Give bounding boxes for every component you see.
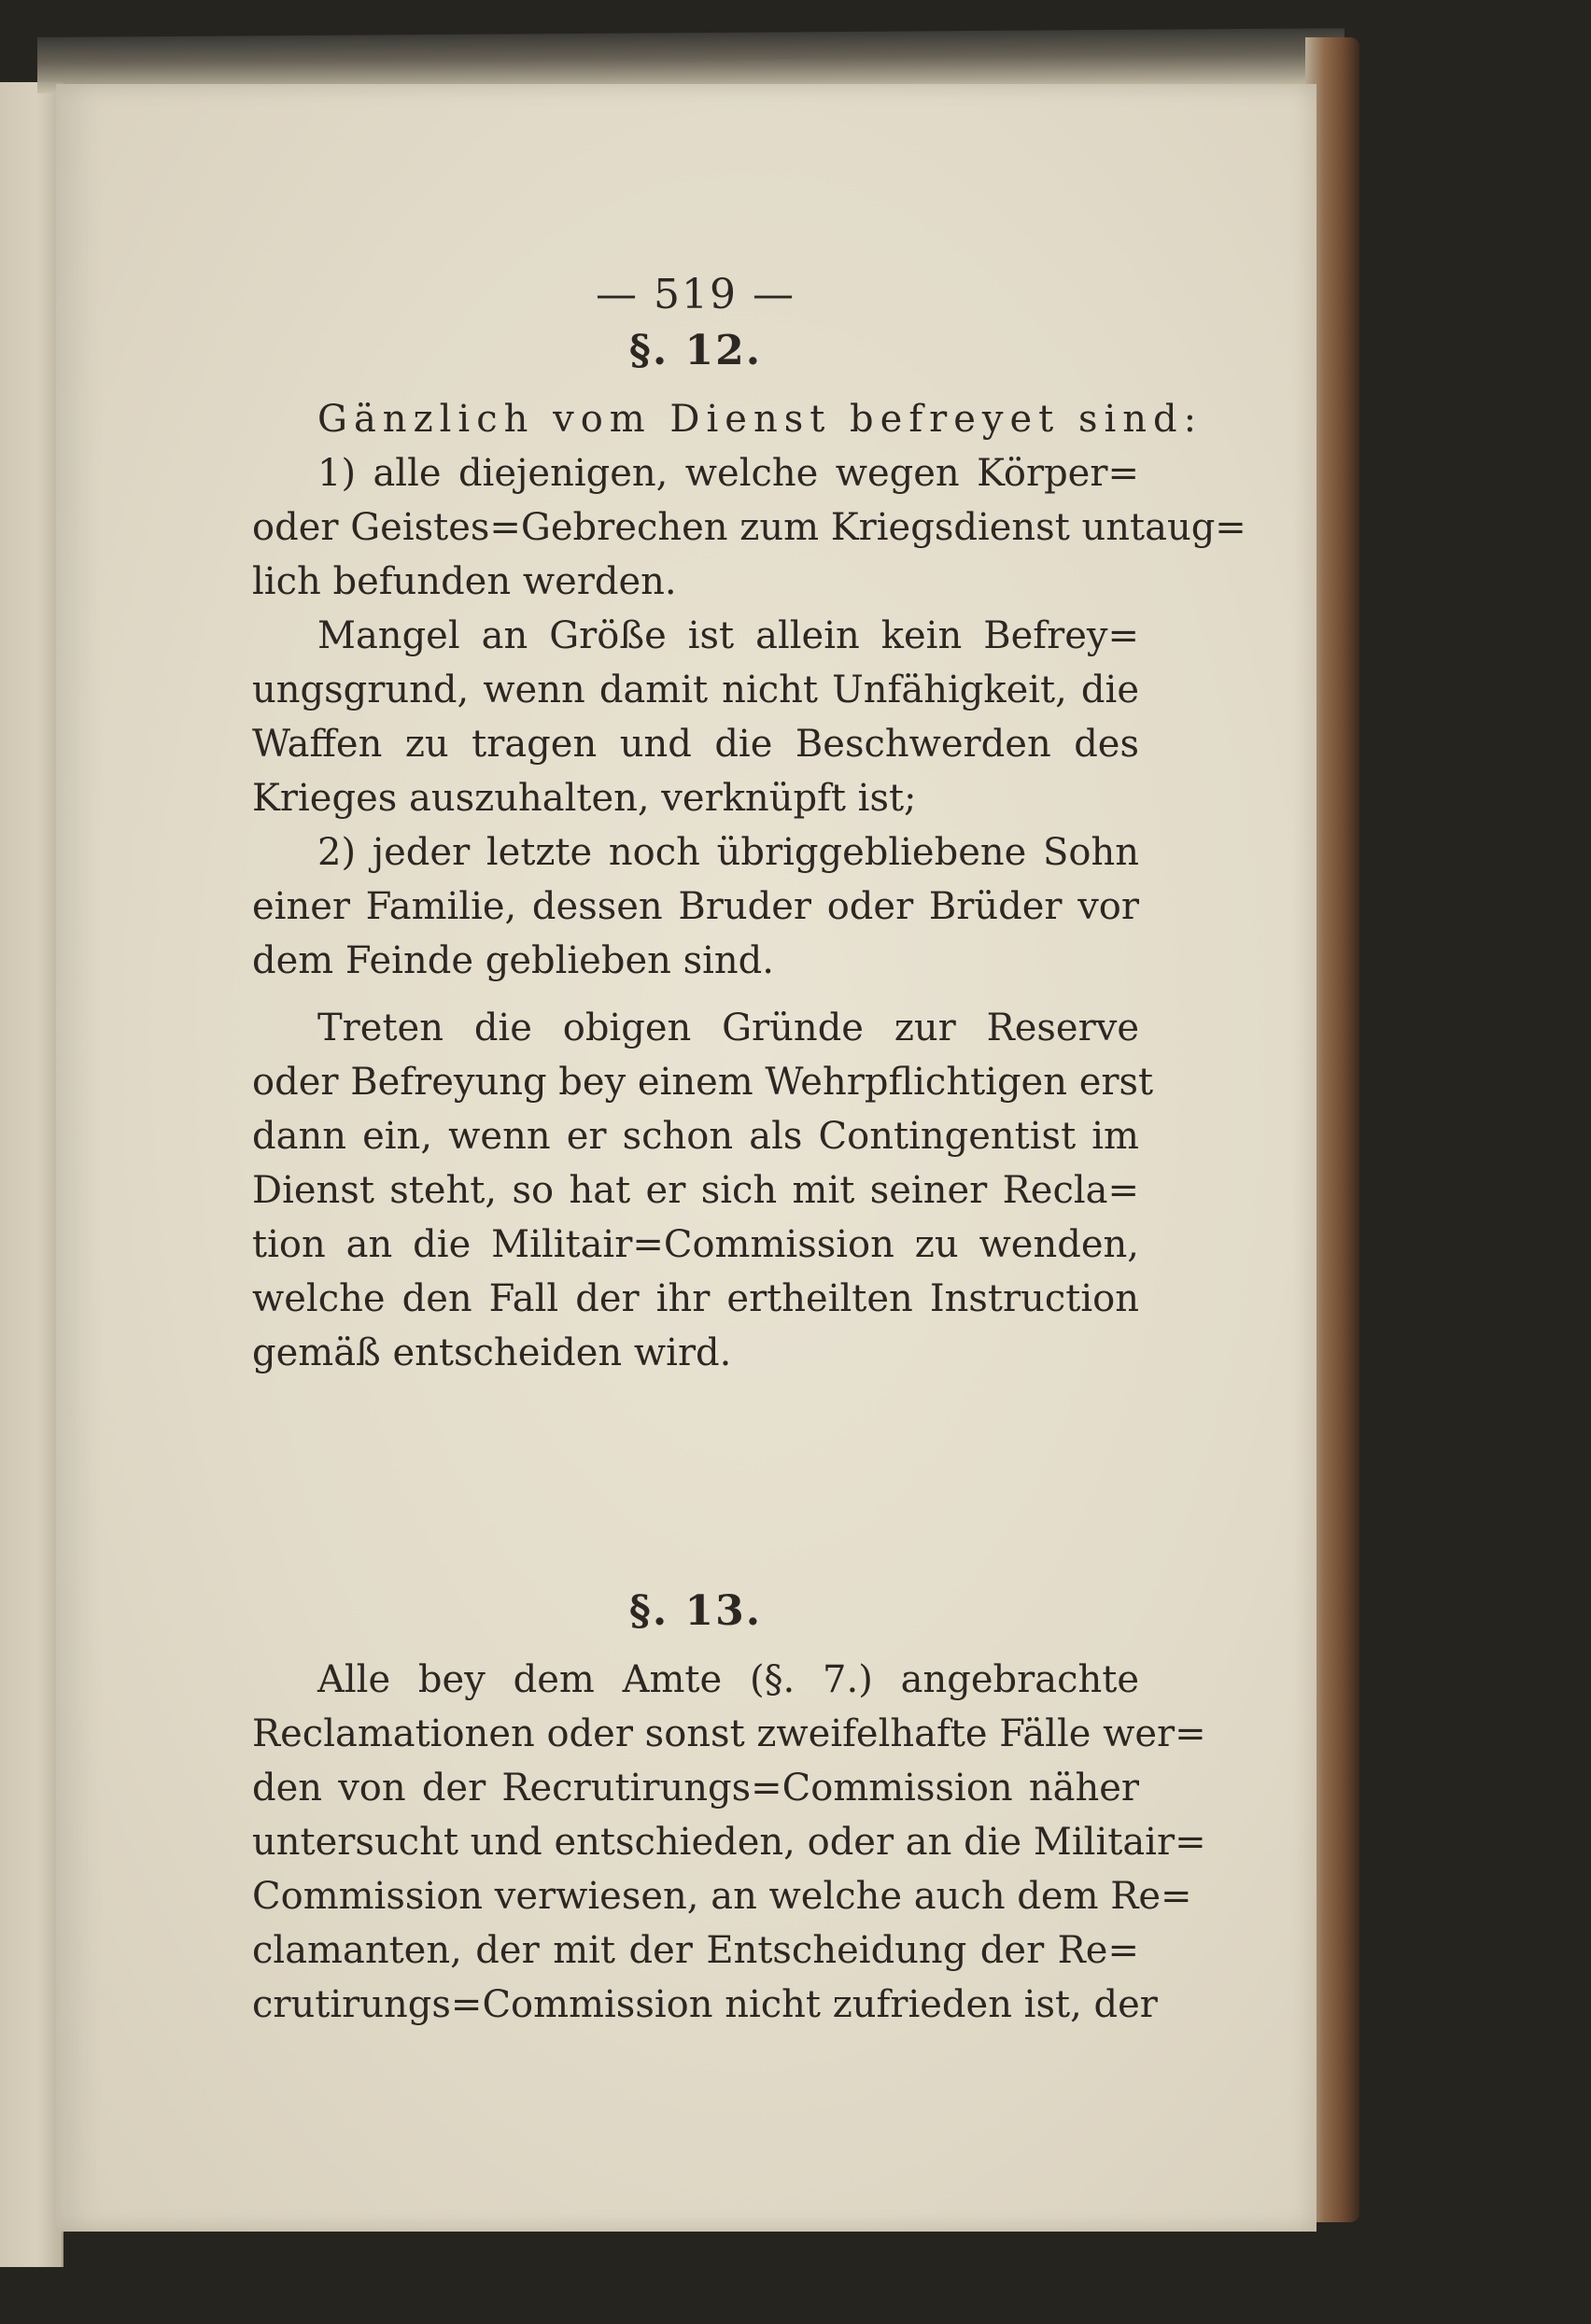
- text-line: lich befunden werden.: [252, 560, 677, 603]
- text-line: 2) jeder letzte noch übriggebliebene Sohn: [317, 831, 1139, 874]
- text-line: Waffen zu tragen und die Beschwerden des: [252, 723, 1139, 766]
- section-13-body: [252, 1653, 1206, 2032]
- text-line: Reclamationen oder sonst zweifelhafte Fälle wer=: [252, 1712, 1206, 1755]
- text-line: Treten die obigen Gründe zur Reserve: [317, 1007, 1139, 1049]
- book-page: [56, 84, 1316, 2232]
- text-line: clamanten, der mit der Entscheidung der Re=: [252, 1929, 1139, 1972]
- text-line: ungsgrund, wenn damit nicht Unfähigkeit, die: [252, 669, 1139, 711]
- text-line: Krieges auszuhalten, verknüpft ist;: [252, 777, 917, 820]
- text-line: oder Befreyung bey einem Wehrpflichtigen erst: [252, 1061, 1154, 1104]
- text-line: einer Familie, dessen Bruder oder Brüder vor: [252, 885, 1139, 928]
- text-line: welche den Fall der ihr ertheilten Instruction: [252, 1277, 1139, 1320]
- section-12: [252, 327, 1139, 374]
- text-line: tion an die Militair=Commission zu wenden,: [252, 1223, 1139, 1266]
- section-13: [252, 1587, 1139, 1635]
- page-number: — 519 —: [596, 271, 796, 318]
- text-line: dem Feinde geblieben sind.: [252, 939, 775, 982]
- text-line: 1) alle diejenigen, welche wegen Körper=: [317, 452, 1139, 495]
- text-line: den von der Recrutirungs=Commission näher: [252, 1767, 1139, 1810]
- facing-page-edge: [0, 82, 63, 2267]
- text-line: oder Geistes=Gebrechen zum Kriegsdienst untaug=: [252, 506, 1246, 549]
- section-12-body: [252, 392, 1246, 1380]
- text-line: dann ein, wenn er schon als Contingentist im: [252, 1115, 1139, 1158]
- text-line: Dienst steht, so hat er sich mit seiner Recla=: [252, 1169, 1139, 1212]
- section-12-heading: §. 12.: [628, 327, 763, 374]
- text-line: Mangel an Größe ist allein kein Befrey=: [317, 614, 1139, 657]
- text-line: Alle bey dem Amte (§. 7.) angebrachte: [317, 1658, 1139, 1701]
- section-13-heading: §. 13.: [628, 1587, 763, 1635]
- section-12-intro: Gänzlich vom Dienst befreyet sind:: [317, 398, 1204, 441]
- text-line: gemäß entscheiden wird.: [252, 1331, 732, 1374]
- text-line: Commission verwiesen, an welche auch dem Re=: [252, 1875, 1192, 1918]
- text-line: untersucht und entschieden, oder an die Militair=: [252, 1821, 1206, 1864]
- text-line: crutirungs=Commission nicht zufrieden ist, der: [252, 1983, 1158, 2026]
